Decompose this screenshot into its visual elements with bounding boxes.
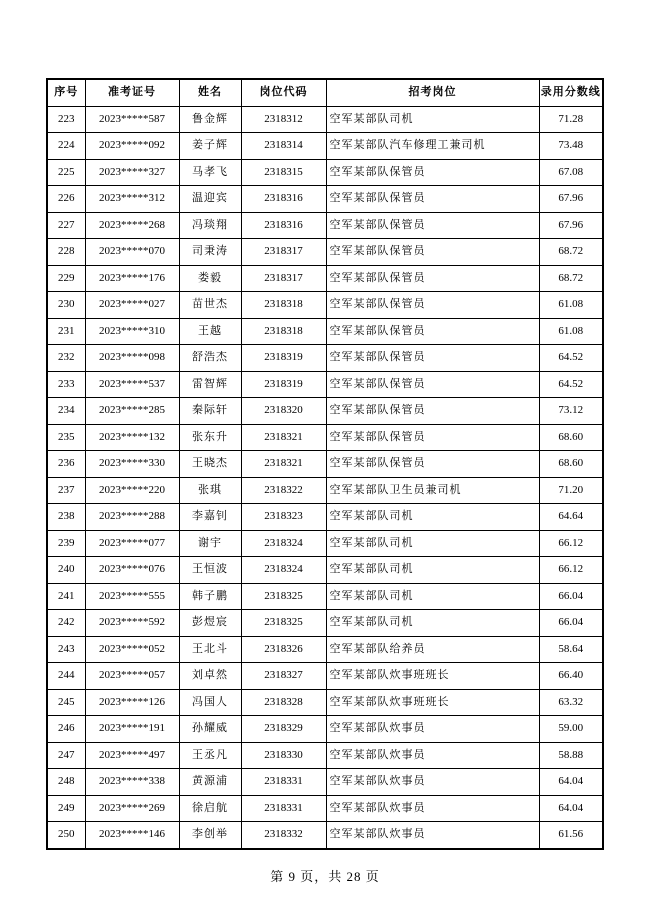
table-row bbox=[47, 504, 603, 531]
cell-position-code: 2318315 bbox=[241, 159, 326, 186]
cell-serial: 242 bbox=[47, 610, 85, 637]
cell-name: 鲁金辉 bbox=[179, 106, 241, 133]
cell-position: 空军某部队保管员 bbox=[326, 265, 539, 292]
cell-position-code: 2318319 bbox=[241, 345, 326, 372]
cell-admission-number: 2023*****126 bbox=[85, 689, 179, 716]
cell-serial: 249 bbox=[47, 795, 85, 822]
cell-position-code: 2318317 bbox=[241, 239, 326, 266]
cell-score: 61.56 bbox=[539, 822, 603, 849]
cell-name: 韩子鹏 bbox=[179, 583, 241, 610]
cell-score: 64.04 bbox=[539, 769, 603, 796]
cell-serial: 225 bbox=[47, 159, 85, 186]
cell-score: 64.52 bbox=[539, 345, 603, 372]
table-row bbox=[47, 398, 603, 425]
table-row bbox=[47, 424, 603, 451]
table-row bbox=[47, 265, 603, 292]
cell-admission-number: 2023*****092 bbox=[85, 133, 179, 160]
cell-serial: 237 bbox=[47, 477, 85, 504]
table-row bbox=[47, 371, 603, 398]
cell-position-code: 2318325 bbox=[241, 610, 326, 637]
cell-serial: 239 bbox=[47, 530, 85, 557]
cell-position: 空军某部队保管员 bbox=[326, 186, 539, 213]
cell-serial: 250 bbox=[47, 822, 85, 849]
cell-admission-number: 2023*****176 bbox=[85, 265, 179, 292]
cell-score: 61.08 bbox=[539, 292, 603, 319]
table-row bbox=[47, 159, 603, 186]
cell-position: 空军某部队给养员 bbox=[326, 636, 539, 663]
cell-score: 71.20 bbox=[539, 477, 603, 504]
table-row bbox=[47, 769, 603, 796]
table-row bbox=[47, 742, 603, 769]
cell-serial: 224 bbox=[47, 133, 85, 160]
cell-serial: 245 bbox=[47, 689, 85, 716]
table-row bbox=[47, 822, 603, 849]
cell-name: 司秉涛 bbox=[179, 239, 241, 266]
cell-admission-number: 2023*****146 bbox=[85, 822, 179, 849]
cell-serial: 236 bbox=[47, 451, 85, 478]
cell-position: 空军某部队炊事员 bbox=[326, 716, 539, 743]
cell-serial: 241 bbox=[47, 583, 85, 610]
cell-score: 64.52 bbox=[539, 371, 603, 398]
cell-score: 66.40 bbox=[539, 663, 603, 690]
cell-position-code: 2318331 bbox=[241, 769, 326, 796]
cell-position: 空军某部队炊事班班长 bbox=[326, 689, 539, 716]
cell-admission-number: 2023*****288 bbox=[85, 504, 179, 531]
cell-serial: 232 bbox=[47, 345, 85, 372]
cell-serial: 223 bbox=[47, 106, 85, 133]
cell-name: 温迎宾 bbox=[179, 186, 241, 213]
cell-position-code: 2318327 bbox=[241, 663, 326, 690]
cell-score: 66.12 bbox=[539, 530, 603, 557]
cell-name: 刘卓然 bbox=[179, 663, 241, 690]
cell-position-code: 2318332 bbox=[241, 822, 326, 849]
cell-name: 王北斗 bbox=[179, 636, 241, 663]
cell-score: 66.04 bbox=[539, 610, 603, 637]
cell-admission-number: 2023*****555 bbox=[85, 583, 179, 610]
cell-admission-number: 2023*****587 bbox=[85, 106, 179, 133]
cell-score: 58.64 bbox=[539, 636, 603, 663]
column-header-serial: 序号 bbox=[47, 79, 85, 106]
cell-position-code: 2318322 bbox=[241, 477, 326, 504]
page-footer: 第 9 页，共 28 页 bbox=[270, 869, 380, 884]
table-body bbox=[47, 106, 603, 849]
cell-name: 秦际轩 bbox=[179, 398, 241, 425]
cell-admission-number: 2023*****220 bbox=[85, 477, 179, 504]
cell-name: 张琪 bbox=[179, 477, 241, 504]
cell-score: 64.04 bbox=[539, 795, 603, 822]
cell-score: 68.60 bbox=[539, 424, 603, 451]
table-row bbox=[47, 610, 603, 637]
cell-admission-number: 2023*****057 bbox=[85, 663, 179, 690]
cell-admission-number: 2023*****312 bbox=[85, 186, 179, 213]
column-header-position-code: 岗位代码 bbox=[241, 79, 326, 106]
cell-position-code: 2318317 bbox=[241, 265, 326, 292]
column-header-score-line: 录用分数线 bbox=[539, 79, 603, 106]
cell-admission-number: 2023*****076 bbox=[85, 557, 179, 584]
cell-serial: 248 bbox=[47, 769, 85, 796]
cell-position: 空军某部队卫生员兼司机 bbox=[326, 477, 539, 504]
table-header-row bbox=[47, 79, 603, 106]
cell-position: 空军某部队司机 bbox=[326, 106, 539, 133]
cell-serial: 243 bbox=[47, 636, 85, 663]
cell-admission-number: 2023*****310 bbox=[85, 318, 179, 345]
cell-score: 63.32 bbox=[539, 689, 603, 716]
cell-admission-number: 2023*****027 bbox=[85, 292, 179, 319]
cell-position: 空军某部队保管员 bbox=[326, 451, 539, 478]
cell-score: 73.48 bbox=[539, 133, 603, 160]
column-header-position: 招考岗位 bbox=[326, 79, 539, 106]
cell-position: 空军某部队保管员 bbox=[326, 292, 539, 319]
cell-position: 空军某部队炊事员 bbox=[326, 795, 539, 822]
cell-position-code: 2318329 bbox=[241, 716, 326, 743]
table-row bbox=[47, 583, 603, 610]
cell-position: 空军某部队炊事员 bbox=[326, 822, 539, 849]
cell-name: 孙耀威 bbox=[179, 716, 241, 743]
cell-position-code: 2318321 bbox=[241, 451, 326, 478]
cell-position: 空军某部队保管员 bbox=[326, 239, 539, 266]
cell-position-code: 2318319 bbox=[241, 371, 326, 398]
cell-name: 张东升 bbox=[179, 424, 241, 451]
cell-position-code: 2318330 bbox=[241, 742, 326, 769]
score-table bbox=[46, 78, 604, 850]
cell-position-code: 2318324 bbox=[241, 557, 326, 584]
cell-position: 空军某部队汽车修理工兼司机 bbox=[326, 133, 539, 160]
cell-position: 空军某部队司机 bbox=[326, 583, 539, 610]
cell-name: 彭煜宸 bbox=[179, 610, 241, 637]
cell-name: 黄源浦 bbox=[179, 769, 241, 796]
cell-admission-number: 2023*****191 bbox=[85, 716, 179, 743]
table-row bbox=[47, 106, 603, 133]
table-row bbox=[47, 318, 603, 345]
cell-name: 王恒波 bbox=[179, 557, 241, 584]
cell-position-code: 2318331 bbox=[241, 795, 326, 822]
cell-position: 空军某部队炊事员 bbox=[326, 742, 539, 769]
cell-position-code: 2318318 bbox=[241, 292, 326, 319]
cell-admission-number: 2023*****077 bbox=[85, 530, 179, 557]
cell-name: 冯琰翔 bbox=[179, 212, 241, 239]
cell-name: 李嘉钊 bbox=[179, 504, 241, 531]
cell-score: 59.00 bbox=[539, 716, 603, 743]
cell-admission-number: 2023*****338 bbox=[85, 769, 179, 796]
cell-serial: 247 bbox=[47, 742, 85, 769]
cell-position: 空军某部队炊事班班长 bbox=[326, 663, 539, 690]
cell-score: 66.12 bbox=[539, 557, 603, 584]
cell-admission-number: 2023*****497 bbox=[85, 742, 179, 769]
cell-name: 冯国人 bbox=[179, 689, 241, 716]
table-row bbox=[47, 292, 603, 319]
cell-position-code: 2318316 bbox=[241, 186, 326, 213]
cell-position-code: 2318323 bbox=[241, 504, 326, 531]
cell-position-code: 2318325 bbox=[241, 583, 326, 610]
cell-admission-number: 2023*****537 bbox=[85, 371, 179, 398]
cell-position: 空军某部队炊事员 bbox=[326, 769, 539, 796]
cell-name: 姜子辉 bbox=[179, 133, 241, 160]
cell-serial: 227 bbox=[47, 212, 85, 239]
cell-serial: 238 bbox=[47, 504, 85, 531]
cell-score: 73.12 bbox=[539, 398, 603, 425]
cell-serial: 246 bbox=[47, 716, 85, 743]
cell-score: 67.96 bbox=[539, 212, 603, 239]
cell-position-code: 2318326 bbox=[241, 636, 326, 663]
cell-name: 李创举 bbox=[179, 822, 241, 849]
cell-serial: 228 bbox=[47, 239, 85, 266]
cell-position: 空军某部队保管员 bbox=[326, 318, 539, 345]
cell-position: 空军某部队司机 bbox=[326, 530, 539, 557]
cell-position-code: 2318324 bbox=[241, 530, 326, 557]
cell-position: 空军某部队保管员 bbox=[326, 371, 539, 398]
cell-name: 苗世杰 bbox=[179, 292, 241, 319]
cell-admission-number: 2023*****268 bbox=[85, 212, 179, 239]
cell-position-code: 2318316 bbox=[241, 212, 326, 239]
cell-position: 空军某部队司机 bbox=[326, 610, 539, 637]
cell-serial: 233 bbox=[47, 371, 85, 398]
table-row bbox=[47, 689, 603, 716]
cell-position: 空军某部队保管员 bbox=[326, 212, 539, 239]
cell-score: 64.64 bbox=[539, 504, 603, 531]
table-row bbox=[47, 477, 603, 504]
cell-serial: 234 bbox=[47, 398, 85, 425]
table-row bbox=[47, 795, 603, 822]
cell-name: 舒浩杰 bbox=[179, 345, 241, 372]
table-row bbox=[47, 133, 603, 160]
table-row bbox=[47, 663, 603, 690]
cell-score: 68.60 bbox=[539, 451, 603, 478]
cell-score: 61.08 bbox=[539, 318, 603, 345]
cell-position-code: 2318318 bbox=[241, 318, 326, 345]
cell-position-code: 2318314 bbox=[241, 133, 326, 160]
table-row bbox=[47, 345, 603, 372]
cell-serial: 240 bbox=[47, 557, 85, 584]
cell-serial: 230 bbox=[47, 292, 85, 319]
cell-score: 66.04 bbox=[539, 583, 603, 610]
cell-name: 娄毅 bbox=[179, 265, 241, 292]
cell-admission-number: 2023*****285 bbox=[85, 398, 179, 425]
cell-position: 空军某部队保管员 bbox=[326, 424, 539, 451]
cell-score: 71.28 bbox=[539, 106, 603, 133]
cell-serial: 244 bbox=[47, 663, 85, 690]
cell-position-code: 2318312 bbox=[241, 106, 326, 133]
cell-score: 68.72 bbox=[539, 239, 603, 266]
cell-name: 徐启航 bbox=[179, 795, 241, 822]
cell-name: 雷智辉 bbox=[179, 371, 241, 398]
cell-admission-number: 2023*****592 bbox=[85, 610, 179, 637]
cell-serial: 231 bbox=[47, 318, 85, 345]
cell-position: 空军某部队保管员 bbox=[326, 398, 539, 425]
table-row bbox=[47, 530, 603, 557]
cell-name: 王丞凡 bbox=[179, 742, 241, 769]
table-row bbox=[47, 716, 603, 743]
cell-admission-number: 2023*****330 bbox=[85, 451, 179, 478]
column-header-name: 姓名 bbox=[179, 79, 241, 106]
table-row bbox=[47, 186, 603, 213]
cell-admission-number: 2023*****269 bbox=[85, 795, 179, 822]
cell-admission-number: 2023*****132 bbox=[85, 424, 179, 451]
cell-name: 王越 bbox=[179, 318, 241, 345]
table-row bbox=[47, 451, 603, 478]
cell-name: 谢宇 bbox=[179, 530, 241, 557]
cell-score: 68.72 bbox=[539, 265, 603, 292]
column-header-admission-number: 准考证号 bbox=[85, 79, 179, 106]
cell-position: 空军某部队保管员 bbox=[326, 159, 539, 186]
table-row bbox=[47, 636, 603, 663]
cell-position-code: 2318321 bbox=[241, 424, 326, 451]
cell-position: 空军某部队保管员 bbox=[326, 345, 539, 372]
cell-admission-number: 2023*****070 bbox=[85, 239, 179, 266]
cell-admission-number: 2023*****052 bbox=[85, 636, 179, 663]
cell-position-code: 2318328 bbox=[241, 689, 326, 716]
table-row bbox=[47, 212, 603, 239]
table-row bbox=[47, 557, 603, 584]
cell-serial: 235 bbox=[47, 424, 85, 451]
cell-position: 空军某部队司机 bbox=[326, 504, 539, 531]
cell-serial: 226 bbox=[47, 186, 85, 213]
cell-admission-number: 2023*****098 bbox=[85, 345, 179, 372]
cell-position: 空军某部队司机 bbox=[326, 557, 539, 584]
table-row bbox=[47, 239, 603, 266]
cell-position-code: 2318320 bbox=[241, 398, 326, 425]
cell-admission-number: 2023*****327 bbox=[85, 159, 179, 186]
cell-score: 67.96 bbox=[539, 186, 603, 213]
cell-serial: 229 bbox=[47, 265, 85, 292]
cell-name: 马孝飞 bbox=[179, 159, 241, 186]
cell-name: 王晓杰 bbox=[179, 451, 241, 478]
cell-score: 58.88 bbox=[539, 742, 603, 769]
cell-score: 67.08 bbox=[539, 159, 603, 186]
